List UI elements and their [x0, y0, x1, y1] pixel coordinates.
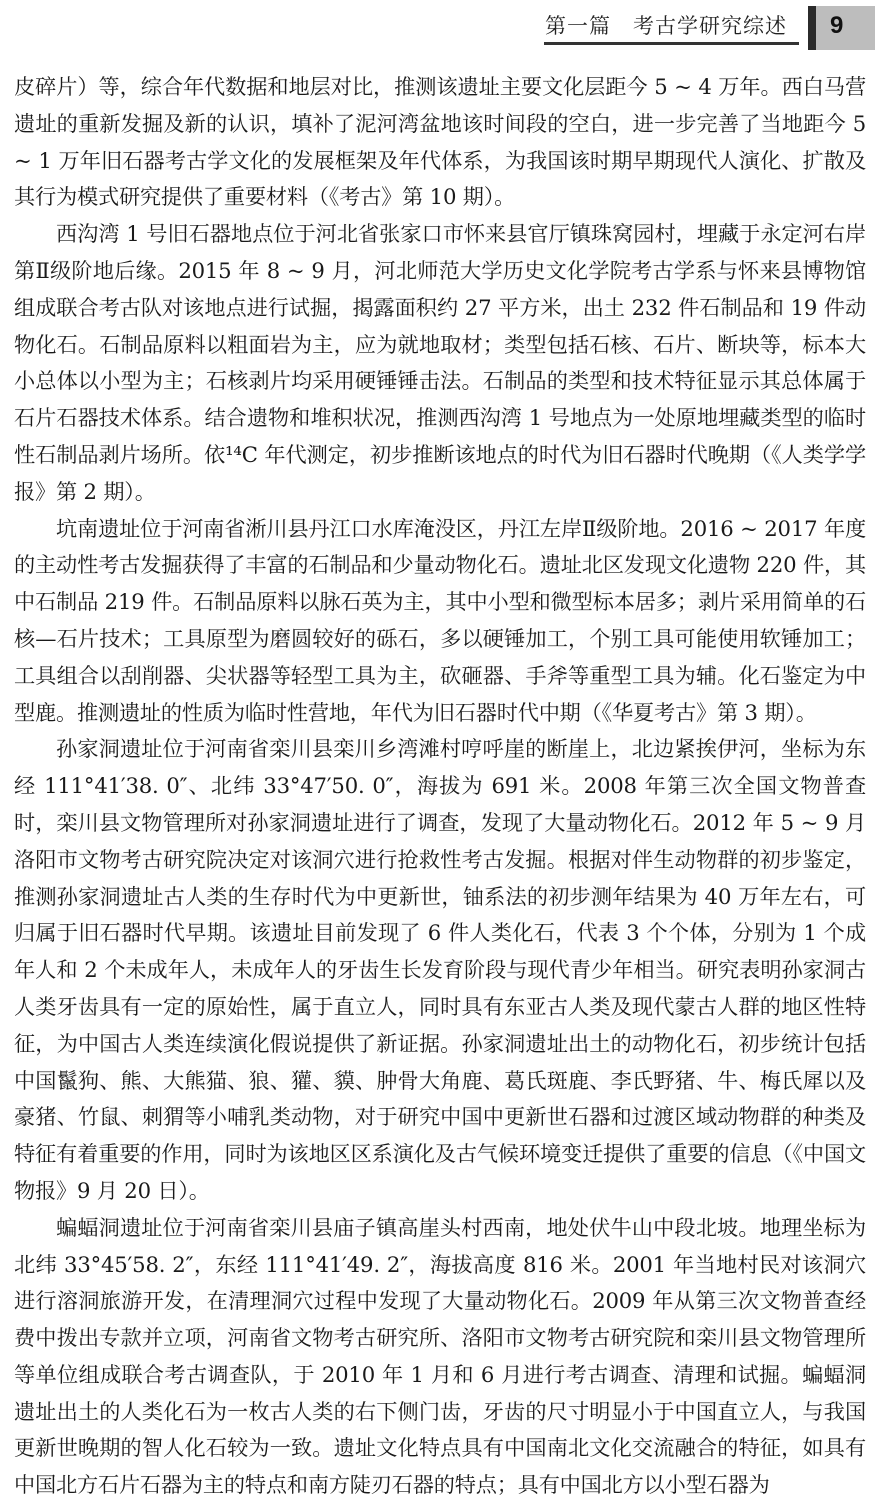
running-header — [0, 0, 875, 50]
paragraph-bianfudong: 蝙蝠洞遗址位于河南省栾川县庙子镇高崖头村西南，地处伏牛山中段北坡。地理坐标为北纬 33°45′58. 2″，东经 111°41′49. 2″，海拔高度 816 米。2001 年当地村民对该洞穴进行溶洞旅游开发，在清理洞穴过程中发现了大量动物化石。2009 年从第三次文物普查经费中拨出专款并立项，河南省文物考古研究所、洛阳市文物考古研究院和栾川县文物管理所等单位组成联合考古调查队，于 2010 年 1 月和 6 月进行考古调查、清理和试掘。蝙蝠洞遗址出土的人类化石为一枚古人类的右下侧门齿，牙齿的尺寸明显小于中国直立人，与我国更新世晚期的智人化石较为一致。遗址文化特点具有中国南北文化交流融合的特征，如具有中国北方石片石器为主的特点和南方陡刃石器的特点；具有中国北方以小型石器为 — [14, 1214, 866, 1498]
page-number: 9 — [830, 12, 844, 39]
page-number-tab — [808, 6, 875, 50]
paragraph-continuation: 皮碎片）等，综合年代数据和地层对比，推测该遗址主要文化层距今 5 ~ 4 万年。西白马营遗址的重新发掘及新的认识，填补了泥河湾盆地该时间段的空白，进一步完善了当地距今 5 ~ 1 万年旧石器考古学文化的发展框架及年代体系，为我国该时期早期现代人演化、扩散及其行为模式研究提供了重要材料（《考古》第 10 期）。 — [14, 74, 866, 210]
paragraph-xigouwan: 西沟湾 1 号旧石器地点位于河北省张家口市怀来县官厅镇珠窝园村，埋藏于永定河右岸第Ⅱ级阶地后缘。2015 年 8 ~ 9 月，河北师范大学历史文化学院考古学系与怀来县博物馆组成联合考古队对该地点进行试掘，揭露面积约 27 平方米，出土 232 件石制品和 19 件动物化石。石制品原料以粗面岩为主，应为就地取材；类型包括石核、石片、断块等，标本大小总体以小型为主；石核剥片均采用硬锤锤击法。石制品的类型和技术特征显示其总体属于石片石器技术体系。结合遗物和堆积状况，推测西沟湾 1 号地点为一处原地埋藏类型的临时性石制品剥片场所。依¹⁴C 年代测定，初步推断该地点的时代为旧石器时代晚期（《人类学学报》第 2 期）。 — [14, 221, 866, 504]
paragraph-kengnan: 坑南遗址位于河南省淅川县丹江口水库淹没区，丹江左岸Ⅱ级阶地。2016 ~ 2017 年度的主动性考古发掘获得了丰富的石制品和少量动物化石。遗址北区发现文化遗物 220 件，其中石制品 219 件。石制品原料以脉石英为主，其中小型和微型标本居多；剥片采用简单的石核—石片技术；工具原型为磨圆较好的砾石，多以硬锤加工，个别工具可能使用软锤加工；工具组合以刮削器、尖状器等轻型工具为主，砍砸器、手斧等重型工具为辅。化石鉴定为中型鹿。推测遗址的性质为临时性营地，年代为旧石器时代中期（《华夏考古》第 3 期）。 — [14, 515, 866, 725]
body-text — [14, 69, 866, 1504]
paragraph-sunjiadong: 孙家洞遗址位于河南省栾川县栾川乡湾滩村哼呼崖的断崖上，北边紧挨伊河，坐标为东经 111°41′38. 0″、北纬 33°47′50. 0″，海拔为 691 米。2008 年第三次全国文物普查时，栾川县文物管理所对孙家洞遗址进行了调查，发现了大量动物化石。2012 年 5 ~ 9 月洛阳市文物考古研究院决定对该洞穴进行抢救性考古发掘。根据对伴生动物群的初步鉴定，推测孙家洞遗址古人类的生存时代为中更新世，铀系法的初步测年结果为 40 万年左右，可归属于旧石器时代早期。该遗址目前发现了 6 件人类化石，代表 3 个个体，分别为 1 个成年人和 2 个未成年人，未成年人的牙齿生长发育阶段与现代青少年相当。研究表明孙家洞古人类牙齿具有一定的原始性，属于直立人，同时具有东亚古人类及现代蒙古人群的地区性特征，为中国古人类连续演化假说提供了新证据。孙家洞遗址出土的动物化石，初步统计包括中国鬣狗、熊、大熊猫、狼、獾、貘、肿骨大角鹿、葛氏斑鹿、李氏野猪、牛、梅氏犀以及豪猪、竹鼠、刺猬等小哺乳类动物，对于研究中国中更新世石器和过渡区域动物群的种类及特征有着重要的作用，同时为该地区区系演化及古气候环境变迁提供了重要的信息（《中国文物报》9 月 20 日）。 — [14, 736, 866, 1203]
header-rule — [544, 42, 799, 45]
section-title: 第一篇 考古学研究综述 — [545, 14, 787, 38]
